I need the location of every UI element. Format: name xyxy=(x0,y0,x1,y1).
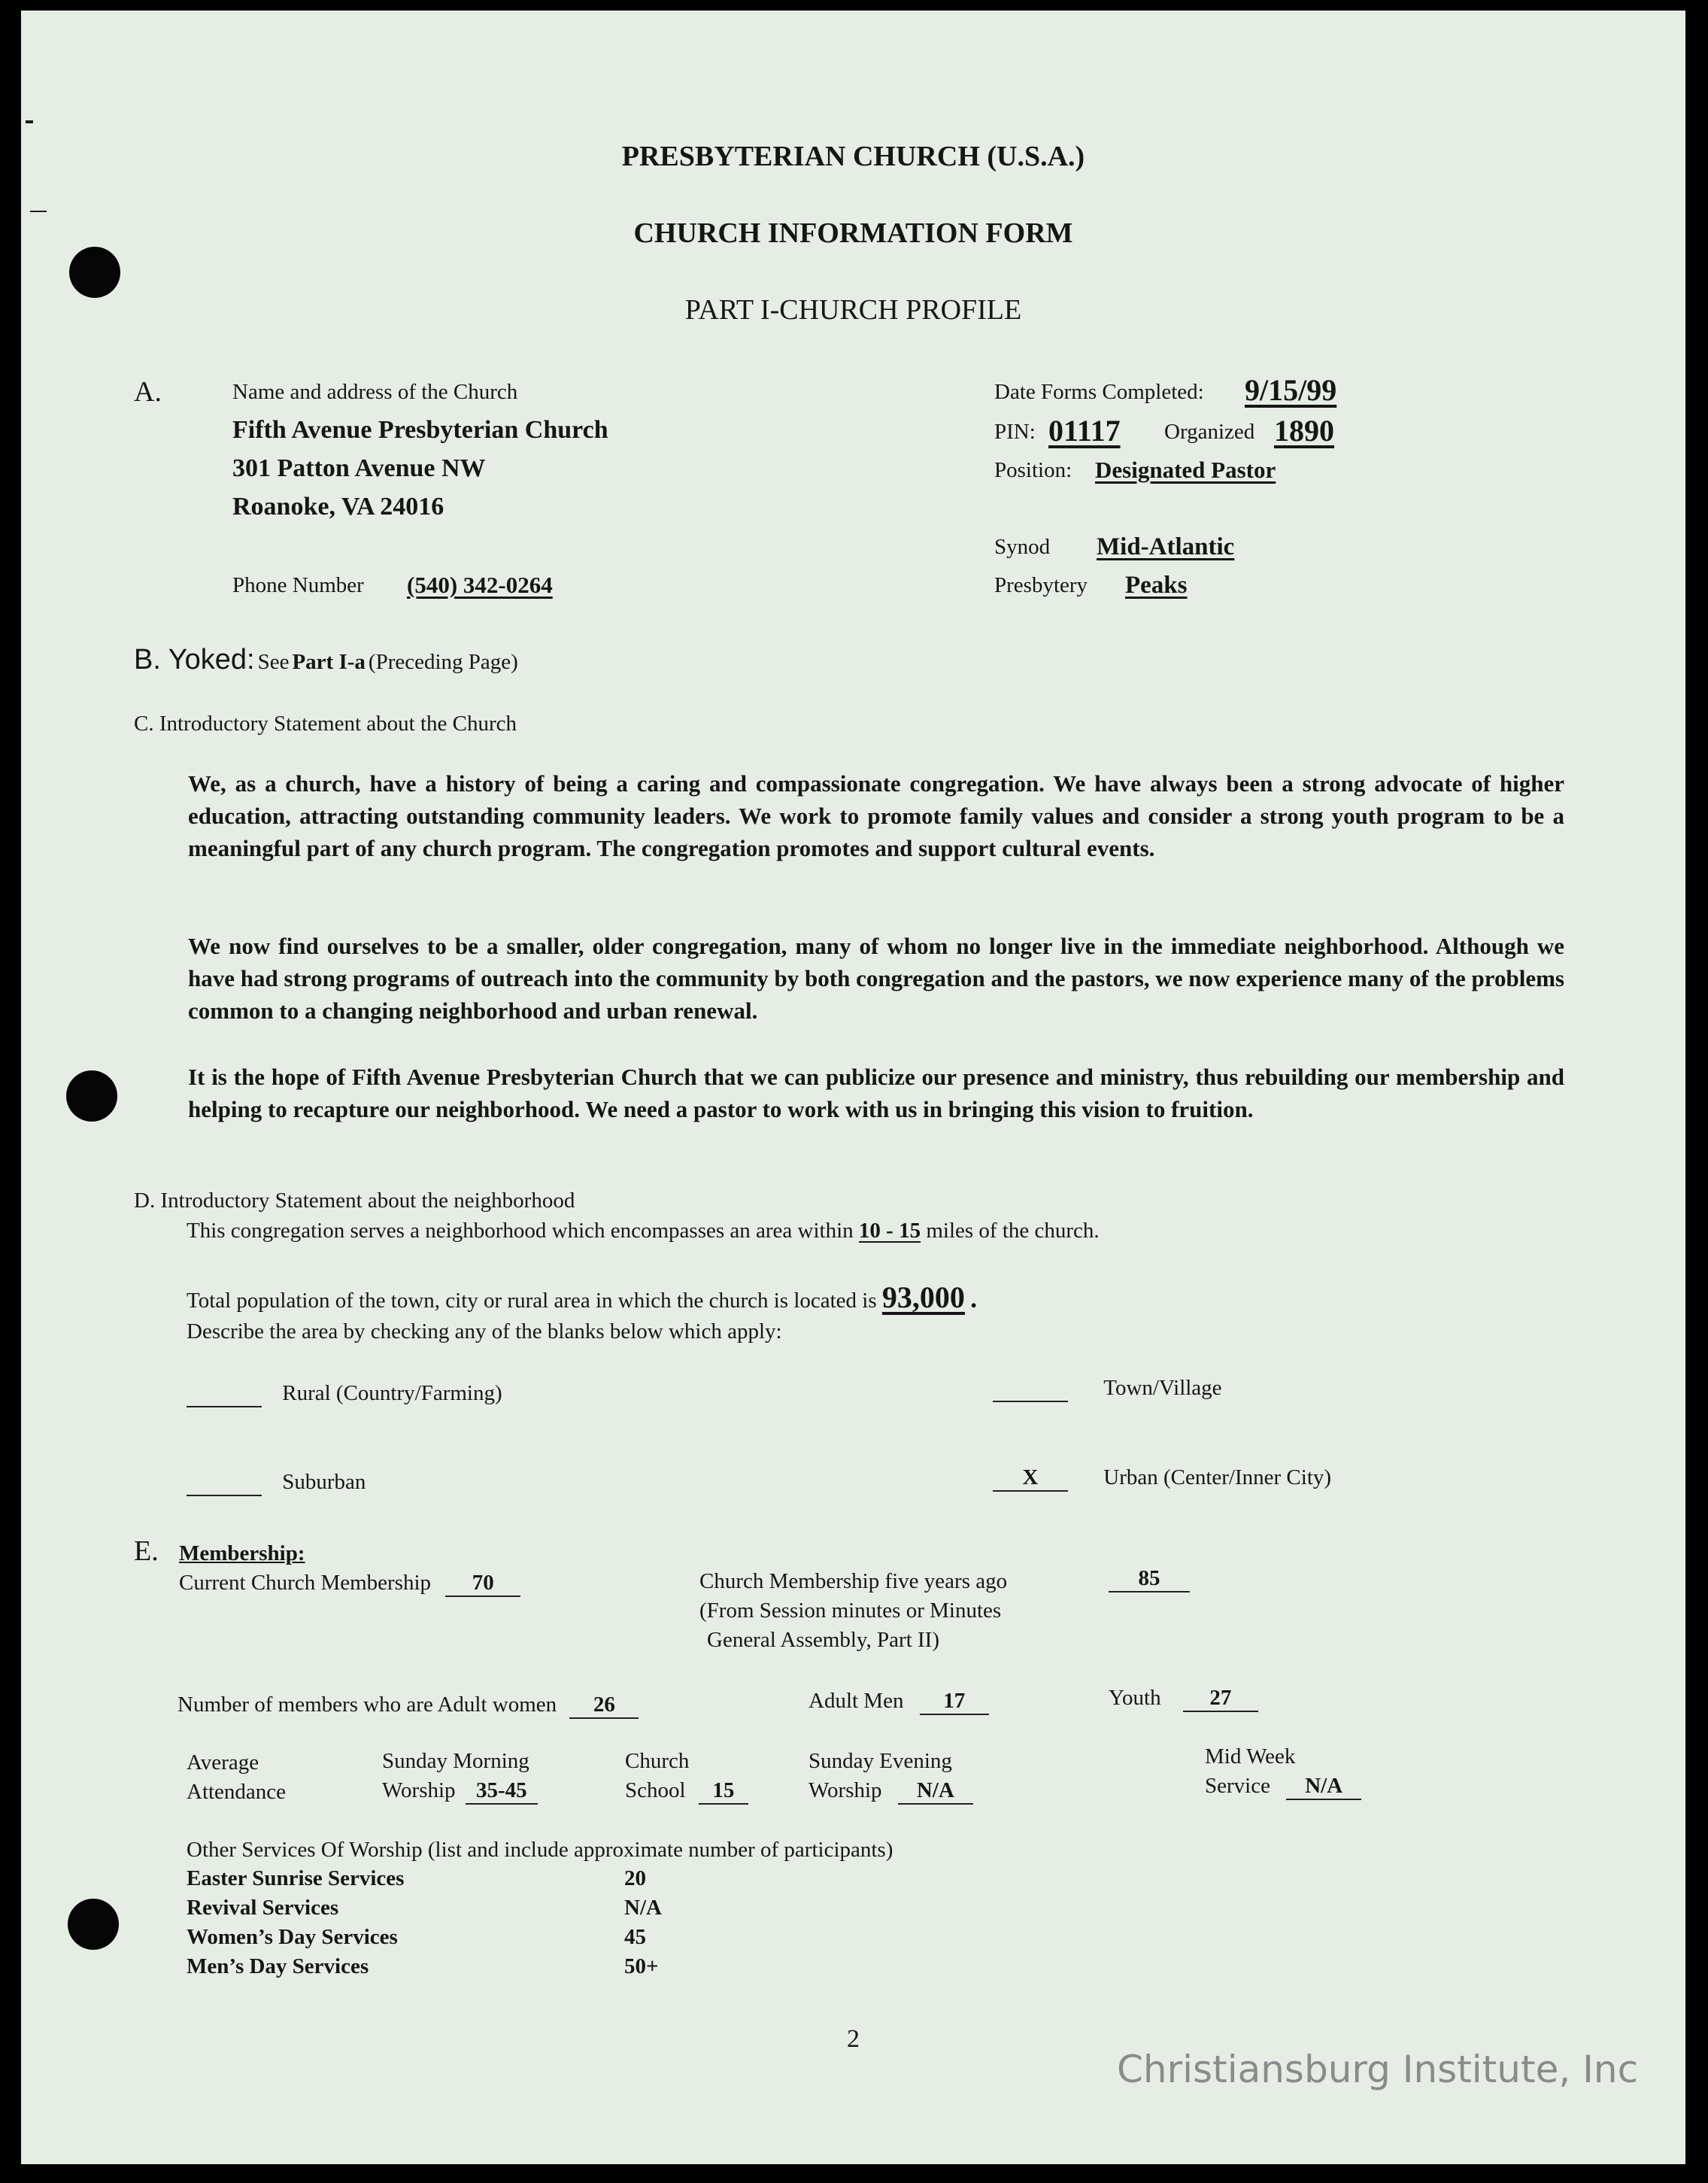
synod-label: Synod xyxy=(994,535,1051,559)
sunday-evening xyxy=(808,1778,973,1805)
midweek-label-2: Service xyxy=(1205,1774,1270,1798)
other-service-count: 50+ xyxy=(624,1954,659,1978)
church-address-line2: Roanoke, VA 24016 xyxy=(232,493,444,521)
sunday-evening-label-2: Worship xyxy=(808,1778,882,1802)
rural-option xyxy=(187,1381,502,1407)
church-name-label: Name and address of the Church xyxy=(232,380,518,404)
sunday-morning-label-1: Sunday Morning xyxy=(382,1749,529,1773)
section-b-part: Part I-a xyxy=(292,650,366,674)
header-organization: PRESBYTERIAN CHURCH (U.S.A.) xyxy=(621,141,1085,172)
population-prefix: Total population of the town, city or rural area in which the church is located is xyxy=(187,1289,877,1313)
youth-value: 27 xyxy=(1183,1686,1258,1712)
current-membership-label: Current Church Membership xyxy=(179,1571,432,1595)
sunday-evening-value: N/A xyxy=(898,1778,973,1805)
other-service-name: Revival Services xyxy=(187,1896,339,1920)
suburban-label: Suburban xyxy=(282,1470,366,1494)
adult-men xyxy=(808,1689,989,1715)
five-years-note-1: (From Session minutes or Minutes xyxy=(699,1599,1002,1623)
midweek-label-1: Mid Week xyxy=(1205,1744,1296,1769)
other-service-name: Women’s Day Services xyxy=(187,1925,398,1949)
punch-hole-bottom xyxy=(68,1899,119,1950)
other-service-count: N/A xyxy=(624,1896,662,1920)
midweek xyxy=(1205,1774,1361,1800)
document-page xyxy=(21,11,1685,2164)
town-label: Town/Village xyxy=(1103,1376,1222,1400)
five-years-note-2: General Assembly, Part II) xyxy=(707,1628,939,1652)
other-services-label: Other Services Of Worship (list and include approximate number of participants) xyxy=(187,1838,893,1862)
section-e-letter: E. xyxy=(134,1535,159,1567)
section-d-heading: D. Introductory Statement about the neighborhood xyxy=(134,1189,575,1213)
adult-women-label: Number of members who are Adult women xyxy=(177,1693,557,1717)
average-label-1: Average xyxy=(187,1750,259,1775)
other-service-name: Men’s Day Services xyxy=(187,1954,369,1978)
youth xyxy=(1109,1686,1258,1712)
presbytery-value: Peaks xyxy=(1125,572,1188,599)
church-statement-paragraph-2: We now find ourselves to be a smaller, older congregation, many of whom no longer live in the immediate neighborhood. Although we have had strong programs of outreach into the community by both congregation and the pastors, we now experience many of the problems common to a changing neighborhood and urban renewal. xyxy=(188,933,1564,1024)
other-service-count: 20 xyxy=(624,1866,646,1890)
pin-label: PIN: xyxy=(994,420,1036,444)
section-c-heading: C. Introductory Statement about the Church xyxy=(134,712,517,736)
urban-label: Urban (Center/Inner City) xyxy=(1103,1465,1332,1489)
town-option xyxy=(993,1376,1222,1402)
neighborhood-area-line xyxy=(187,1219,1100,1243)
membership-heading: Membership: xyxy=(179,1541,305,1565)
section-b xyxy=(134,644,518,676)
area-suffix: miles of the church. xyxy=(926,1219,1100,1243)
adult-men-label: Adult Men xyxy=(808,1689,904,1713)
synod-value: Mid-Atlantic xyxy=(1097,533,1235,560)
five-years-value-field: 85 xyxy=(1109,1566,1190,1592)
five-years-value xyxy=(1109,1566,1190,1592)
position-value: Designated Pastor xyxy=(1095,457,1276,483)
section-a-letter: A. xyxy=(134,376,162,408)
page-number: 2 xyxy=(847,2025,860,2053)
section-b-note: (Preceding Page) xyxy=(368,650,518,674)
average-label-2: Attendance xyxy=(187,1780,287,1804)
suburban-checkbox[interactable] xyxy=(187,1470,262,1496)
church-school-label-1: Church xyxy=(625,1749,690,1773)
other-service-name: Easter Sunrise Services xyxy=(187,1866,405,1890)
suburban-option xyxy=(187,1470,366,1496)
pin-value: 01117 xyxy=(1048,414,1121,448)
sunday-morning xyxy=(382,1778,538,1805)
area-prefix: This congregation serves a neighborhood which encompasses an area within xyxy=(187,1219,854,1243)
church-statement-paragraph-1: We, as a church, have a history of being a caring and compassionate congregation. We have always been a strong advocate of higher education, attracting outstanding community leaders. We work to promote family values and consider a strong youth program to be a meaningful part of any church program. The congregation promotes and support cultural events. xyxy=(188,770,1564,861)
phone-value: (540) 342-0264 xyxy=(407,572,553,598)
church-address-line1: 301 Patton Avenue NW xyxy=(232,454,486,482)
population-value: 93,000 xyxy=(881,1280,965,1314)
other-service-count: 45 xyxy=(624,1925,646,1949)
urban-checkbox[interactable]: X xyxy=(993,1465,1068,1492)
edge-mark xyxy=(30,211,47,212)
punch-hole-middle xyxy=(66,1070,117,1122)
church-school-value: 15 xyxy=(699,1778,748,1805)
area-describe-instruction: Describe the area by checking any of the blanks below which apply: xyxy=(187,1319,782,1344)
section-b-see: See xyxy=(257,650,290,674)
sunday-morning-label-2: Worship xyxy=(382,1778,456,1802)
header-form-title: CHURCH INFORMATION FORM xyxy=(633,217,1073,249)
punch-hole-top xyxy=(69,247,120,298)
edge-mark xyxy=(26,120,33,123)
sunday-morning-value: 35-45 xyxy=(466,1778,538,1805)
current-membership-value: 70 xyxy=(445,1571,520,1597)
church-school-label-2: School xyxy=(625,1778,686,1802)
youth-label: Youth xyxy=(1109,1686,1161,1710)
section-b-heading: B. Yoked: xyxy=(134,644,255,676)
header-part-title: PART I-CHURCH PROFILE xyxy=(684,294,1022,326)
presbytery-label: Presbytery xyxy=(994,573,1088,597)
church-school xyxy=(625,1778,748,1805)
area-value: 10 - 15 xyxy=(858,1219,921,1243)
population-line xyxy=(187,1280,977,1315)
rural-label: Rural (Country/Farming) xyxy=(282,1381,502,1405)
town-checkbox[interactable] xyxy=(993,1376,1068,1402)
sunday-evening-label-1: Sunday Evening xyxy=(808,1749,952,1773)
phone-label: Phone Number xyxy=(232,573,364,597)
position-label: Position: xyxy=(994,458,1072,482)
midweek-value: N/A xyxy=(1286,1774,1361,1800)
five-years-label: Church Membership five years ago xyxy=(699,1569,1008,1593)
urban-option xyxy=(993,1465,1331,1492)
date-label: Date Forms Completed: xyxy=(994,380,1204,404)
current-membership xyxy=(179,1571,520,1597)
rural-checkbox[interactable] xyxy=(187,1381,262,1407)
organized-value: 1890 xyxy=(1274,414,1334,448)
watermark: Christiansburg Institute, Inc xyxy=(1117,2048,1639,2091)
adult-women-value: 26 xyxy=(569,1693,639,1719)
population-end: . xyxy=(970,1283,978,1313)
date-value: 9/15/99 xyxy=(1245,373,1337,407)
church-name: Fifth Avenue Presbyterian Church xyxy=(232,416,608,444)
church-statement-paragraph-3: It is the hope of Fifth Avenue Presbyterian Church that we can publicize our presence and ministry, thus rebuilding our membership and helping to recapture our neighborhood. We need a pastor to work with us in bringing this vision to fruition. xyxy=(188,1064,1564,1122)
organized-label: Organized xyxy=(1164,420,1255,444)
adult-women xyxy=(177,1693,639,1719)
adult-men-value: 17 xyxy=(920,1689,989,1715)
